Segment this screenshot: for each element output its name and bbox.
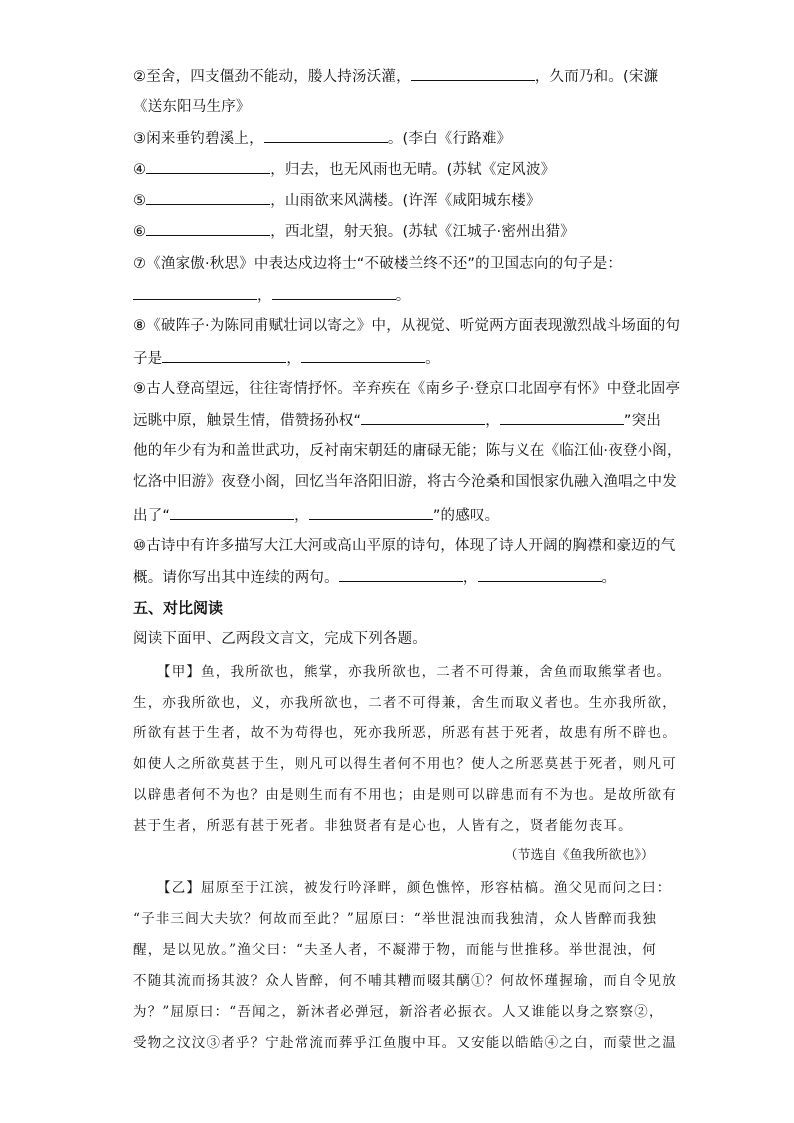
answer-blank[interactable] [170, 505, 294, 520]
comma: ， [257, 288, 272, 304]
question-4-line [133, 159, 673, 180]
answer-blank[interactable] [146, 221, 270, 236]
passage-jia-line: 生，亦我所欲也，义，亦我所欲也，二者不可得兼，舍生而取义者也。生亦我所欲， [133, 695, 677, 711]
comma: ， [286, 351, 302, 367]
passage-yi-line: 醒，是以见放。”渔父曰：“夫圣人者，不凝滞于物，而能与世推移。举世混浊，何 [133, 942, 657, 958]
section-5-instruction: 阅读下面甲、乙两段文言文，完成下列各题。 [133, 631, 427, 647]
answer-blank[interactable] [301, 348, 425, 363]
question-9-line-5 [133, 505, 673, 526]
passage-yi-line: “子非三闾大夫欤？何故而至此？”屈原曰：“举世混浊而我独清，众人皆醉而我独 [133, 911, 658, 927]
question-4-number: ④ [133, 162, 147, 178]
passage-jia-line: 所欲有甚于生者，故不为苟得也，死亦我所恶，所恶有甚于死者，故患有所不辟也。 [133, 725, 677, 741]
question-8-line-1 [133, 316, 681, 336]
passage-jia-line: 以辟患者何不为也？由是则生而有不用也；由是则可以辟患而有不为也。是故所欲有 [133, 787, 677, 803]
answer-blank[interactable] [361, 410, 485, 425]
question-5-line [133, 190, 673, 211]
passage-yi-line: 不随其流而扬其波？众人皆醉，何不哺其糟而啜其醨①？何故怀瑾握瑜，而自令见放 [133, 973, 677, 989]
section-5-title: 五、对比阅读 [133, 599, 224, 617]
question-9-text-before: 远眺中原，触景生情，借赞扬孙权“ [133, 413, 362, 429]
question-7-prompt: ⑦《渔家傲·秋思》中表达戍边将士“不破楼兰终不还”的卫国志向的句子是： [133, 256, 623, 272]
answer-blank[interactable] [500, 410, 624, 425]
period: 。 [425, 351, 440, 367]
answer-blank[interactable] [146, 190, 270, 205]
passage-yi-line: 受物之汶汶③者乎？宁赴常流而葬乎江鱼腹中耳。又安能以皓皓④之白，而蒙世之温 [133, 1035, 677, 1051]
question-6-text-after: ，西北望，射天狼。(苏轼《江城子·密州出猎》 [270, 224, 575, 240]
answer-blank[interactable] [146, 159, 270, 174]
comma: ， [294, 508, 309, 524]
question-9-text-before: 出了“ [133, 508, 171, 524]
question-3-text-after: 。(李白《行路难》 [387, 131, 512, 147]
question-10-text: ⑩古诗中有许多描写大江大河或高山平原的诗句，体现了诗人开阔的胸襟和豪迈的气 [133, 538, 676, 554]
answer-blank[interactable] [411, 66, 535, 81]
question-9-text: 忆洛中旧游》夜登小阁，回忆当年洛阳旧游，将古今沧桑和国恨家仇融入渔唱之中发 [133, 474, 677, 490]
question-8-text-before: 子是 [133, 351, 163, 367]
question-2-text-after: ，久而乃和。(宋濂 [534, 69, 659, 85]
passage-jia-line: 如使人之所欲莫甚于生，则凡可以得生者何不用也？使人之所恶莫甚于死者，则凡可 [133, 756, 677, 772]
question-3-line [133, 128, 673, 149]
comma: ， [462, 570, 478, 586]
question-9-line-4 [133, 472, 677, 492]
question-7-line-1 [133, 254, 673, 274]
passage-yi-line: 为？”屈原曰：“吾闻之，新沐者必弹冠，新浴者必振衣。人又谁能以身之察察②， [133, 1004, 664, 1020]
question-5-text-after: ，山雨欲来风满楼。(许浑《咸阳城东楼》 [270, 193, 541, 209]
answer-blank[interactable] [162, 348, 286, 363]
question-2-line-2 [133, 97, 673, 117]
answer-blank[interactable] [133, 285, 257, 300]
passage-jia-line: 【甲】鱼，我所欲也，熊掌，亦我所欲也，二者不可得兼，舍鱼而取熊掌者也。 [157, 664, 672, 680]
period: 。 [601, 570, 617, 586]
question-10-text-before: 概。请你写出其中连续的两句。 [133, 570, 339, 586]
question-9-text: ⑨古人登高望远，往往寄情抒怀。辛弃疾在《南乡子·登京口北固亭有怀》中登北固亭 [133, 381, 681, 397]
period: 。 [395, 288, 411, 304]
question-6-line [133, 221, 673, 242]
question-9-text-after: ”突出 [623, 413, 662, 429]
question-9-line-1 [133, 379, 681, 399]
question-9-text: 他的年少有为和盖世武功，反衬南宋朝廷的庸碌无能；陈与义在《临江仙·夜登小阁， [133, 443, 682, 459]
answer-blank[interactable] [272, 285, 396, 300]
question-7-line-2 [133, 285, 673, 306]
passage-jia-line: 甚于生者，所恶有甚于死者。非独贤者有是心也，人皆有之，贤者能勿丧耳。 [133, 818, 633, 834]
question-9-text-after: ”的感叹。 [432, 508, 500, 524]
comma: ， [485, 413, 500, 429]
passage-jia-source: （节选自《鱼我所欲也》） [504, 848, 654, 863]
answer-blank[interactable] [264, 128, 388, 143]
question-8-line-2 [133, 348, 673, 369]
question-9-line-3 [133, 441, 682, 461]
answer-blank[interactable] [339, 567, 463, 582]
passage-yi-line: 【乙】屈原至于江滨，被发行吟泽畔，颜色憔悴，形容枯槁。渔父见而问之曰： [157, 880, 672, 896]
answer-blank[interactable] [478, 567, 602, 582]
question-3-text-before: ③闲来垂钓碧溪上， [133, 131, 264, 147]
question-2-line-1 [133, 66, 673, 87]
question-2-text-before: ②至舍，四支僵劲不能动，媵人持汤沃灌， [133, 69, 411, 85]
question-6-number: ⑥ [133, 224, 147, 240]
question-8-prompt: ⑧《破阵子·为陈同甫赋壮词以寄之》中，从视觉、听觉两方面表现激烈战斗场面的句 [133, 318, 681, 334]
question-9-line-2 [133, 410, 673, 431]
question-10-line-1 [133, 536, 676, 556]
question-5-number: ⑤ [133, 193, 147, 209]
answer-blank[interactable] [309, 505, 433, 520]
question-2-source: 《送东阳马生序》 [133, 99, 251, 115]
question-4-text-after: ，归去，也无风雨也无晴。(苏轼《定风波》 [270, 162, 556, 178]
question-10-line-2 [133, 567, 673, 588]
